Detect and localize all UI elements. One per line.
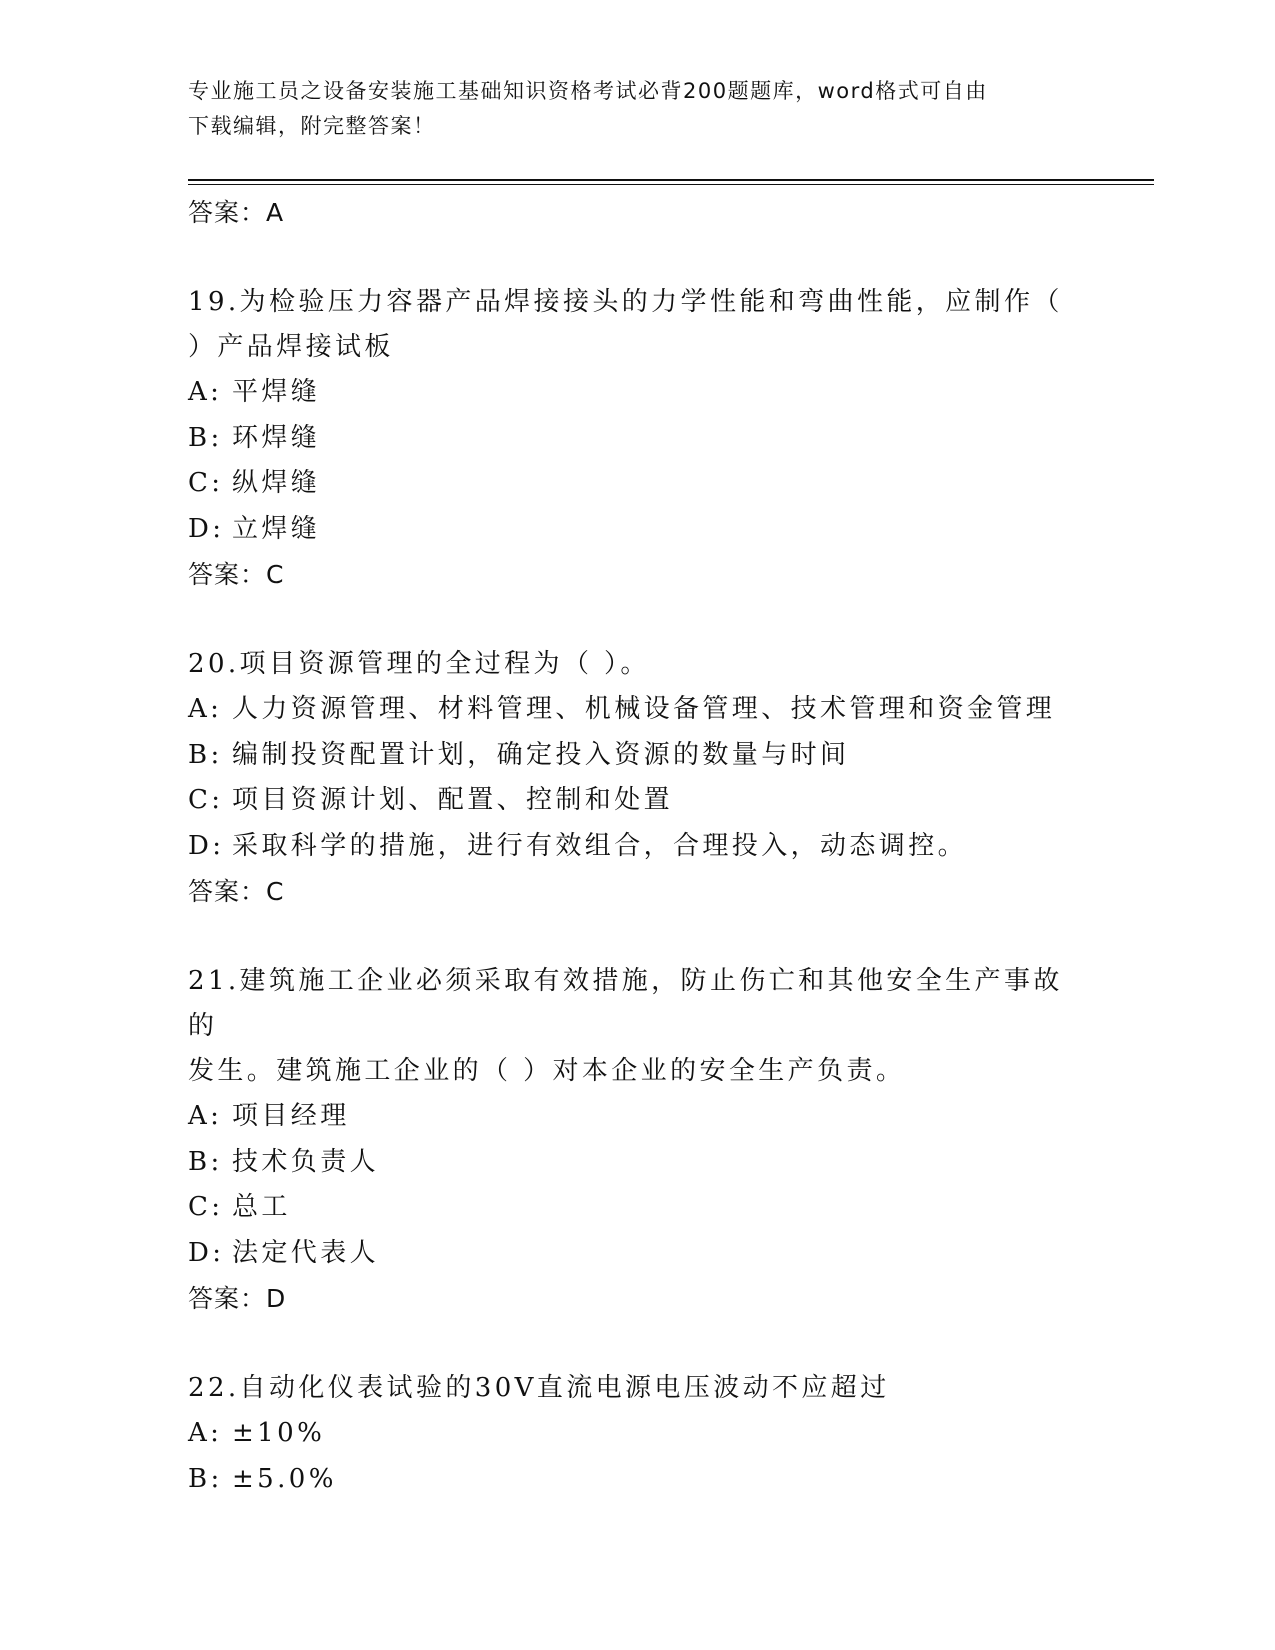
question-block — [188, 1366, 1088, 1502]
question-text: 发生。建筑施工企业的（ ）对本企业的安全生产负责。 — [188, 1056, 906, 1086]
option-b — [188, 733, 1088, 779]
answer-value: D — [266, 1284, 287, 1313]
option-text: 人力资源管理、材料管理、机械设备管理、技术管理和资金管理 — [232, 694, 1056, 724]
answer-line — [188, 869, 1088, 915]
option-letter: D: — [188, 1237, 225, 1268]
question-block — [188, 959, 1088, 1322]
option-letter: A: — [188, 1418, 223, 1448]
answer-line — [188, 552, 1088, 598]
option-c — [188, 1185, 1088, 1231]
option-letter: A: — [188, 377, 223, 407]
question-text: 20.项目资源管理的全过程为（ ）。 — [188, 649, 650, 679]
option-a — [188, 1411, 1088, 1457]
option-text: 法定代表人 — [232, 1237, 380, 1268]
option-letter: C: — [188, 785, 224, 815]
document-header — [188, 74, 1068, 144]
option-c — [188, 778, 1088, 824]
option-c — [188, 461, 1088, 507]
option-text: 环焊缝 — [232, 422, 321, 453]
option-text: 技术负责人 — [232, 1146, 380, 1177]
option-text: ±10% — [232, 1418, 326, 1448]
option-d — [188, 507, 1088, 553]
option-text: 采取科学的措施，进行有效组合，合理投入，动态调控。 — [232, 830, 968, 861]
question-block — [188, 642, 1088, 915]
header-divider — [188, 179, 1154, 181]
option-text: 平焊缝 — [232, 377, 321, 407]
option-letter: D: — [188, 513, 225, 544]
option-text: 纵焊缝 — [232, 468, 321, 498]
question-text: 19.为检验压力容器产品焊接接头的力学性能和弯曲性能，应制作（ — [188, 287, 1063, 317]
option-text: 项目经理 — [232, 1101, 350, 1131]
option-b — [188, 416, 1088, 462]
option-letter: C: — [188, 1192, 224, 1222]
answer-line — [188, 190, 1088, 236]
option-letter: D: — [188, 830, 225, 861]
option-b — [188, 1457, 1088, 1503]
option-letter: A: — [188, 694, 223, 724]
answer-line — [188, 1276, 1088, 1322]
option-b — [188, 1140, 1088, 1186]
answer-value: C — [266, 560, 285, 589]
answer-label: 答案： — [188, 198, 267, 227]
header-line-2: 下载编辑，附完整答案！ — [188, 114, 436, 138]
answer-label: 答案： — [188, 1284, 267, 1313]
question-block — [188, 280, 1088, 598]
option-d — [188, 1231, 1088, 1277]
option-d — [188, 824, 1088, 870]
question-text: 21.建筑施工企业必须采取有效措施，防止伤亡和其他安全生产事故的 — [188, 966, 1063, 1041]
option-letter: C: — [188, 468, 224, 498]
header-line-1: 专业施工员之设备安装施工基础知识资格考试必背200题题库，word格式可自由 — [188, 79, 988, 103]
option-letter: A: — [188, 1101, 223, 1131]
question-text: 22.自动化仪表试验的30V直流电源电压波动不应超过 — [188, 1373, 890, 1403]
option-text: ±5.0% — [232, 1463, 337, 1494]
option-letter: B: — [188, 1463, 223, 1494]
option-text: 立焊缝 — [232, 513, 321, 544]
option-a — [188, 370, 1088, 416]
option-letter: B: — [188, 1146, 223, 1177]
answer-value: A — [266, 198, 285, 227]
option-a — [188, 1094, 1088, 1140]
option-text: 编制投资配置计划，确定投入资源的数量与时间 — [232, 739, 850, 770]
option-text: 总工 — [232, 1192, 291, 1222]
header-divider-thin — [188, 184, 1154, 185]
option-text: 项目资源计划、配置、控制和处置 — [232, 785, 674, 815]
question-list — [188, 190, 1088, 1502]
option-letter: B: — [188, 422, 223, 453]
option-a — [188, 687, 1088, 733]
option-letter: B: — [188, 739, 223, 770]
answer-label: 答案： — [188, 560, 267, 589]
answer-label: 答案： — [188, 877, 267, 906]
answer-value: C — [266, 877, 285, 906]
question-text: ）产品焊接试板 — [188, 332, 394, 362]
